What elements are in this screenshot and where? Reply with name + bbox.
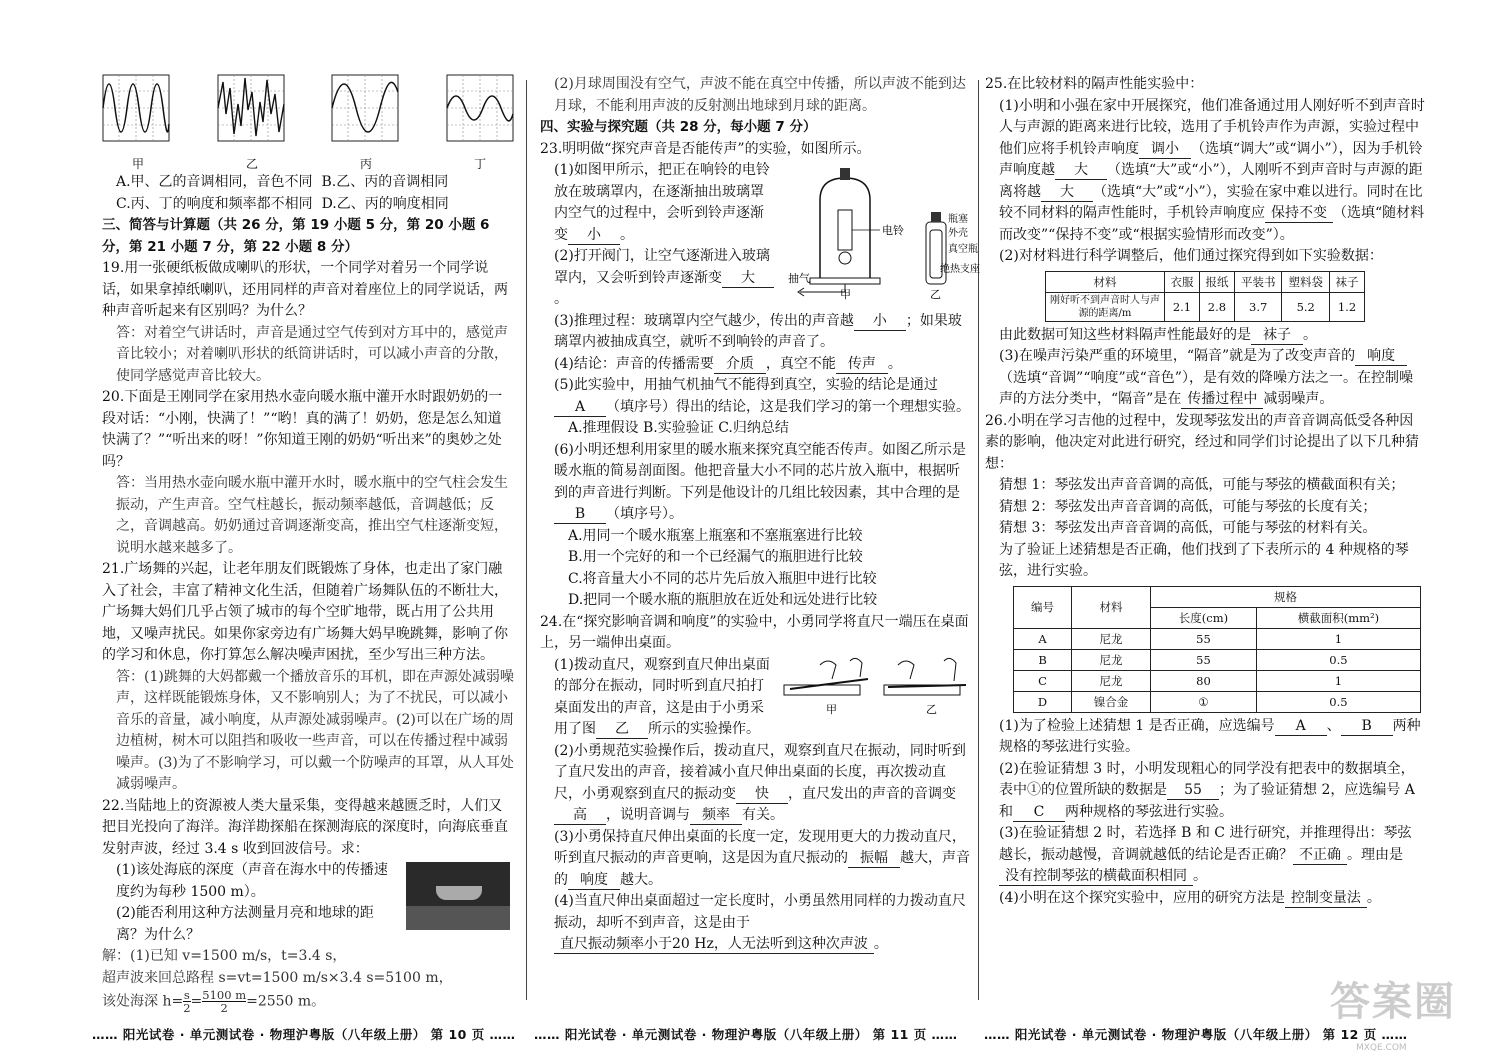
denominator: 2 (220, 1001, 228, 1015)
question-text: 有关。 (742, 807, 784, 823)
table-cell: 80 (1151, 670, 1257, 691)
solution-text: 该处海深 h= (102, 993, 184, 1010)
wave-label: 丙 (359, 157, 372, 171)
question-23-part-6 (540, 440, 970, 526)
table-row (1014, 691, 1421, 712)
question-text: (3)在噪声污染严重的环境里，“隔音”就是为了改变声音的 (999, 348, 1356, 364)
table-header: 平装书 (1234, 271, 1282, 292)
answer-blank: A (554, 398, 606, 417)
question-text: (6)小明还想利用家里的暖水瓶来探究真空能否传声。如图乙所示是暖水瓶的简易剖面图。他把音量大小不同的芯片放入瓶中，根据听到的声音进行判断。下列是他设计的几组比较因素，其中合理的是 (554, 441, 966, 501)
table-header: 规格 (1151, 586, 1421, 607)
numerator: s (183, 988, 190, 1002)
answer-blank: 大 (1041, 183, 1093, 202)
question-text: 减弱噪声。 (1263, 391, 1334, 407)
answer-blank: 小 (854, 312, 906, 331)
question-text: 。 (1193, 868, 1207, 884)
q23-6-option-d: D.把同一个暖水瓶的瓶胆放在近处和远处进行比较 (568, 592, 878, 608)
guess-3: 猜想 3：琴弦发出声音音调的高低，可能与琴弦的材料有关。 (999, 520, 1377, 536)
question-text: ，说明音调与 (606, 807, 690, 823)
question-23-part-1: (1)如图甲所示，把正在响铃的电铃放在玻璃罩内，在逐渐抽出玻璃罩内空气的过程中，会听到铃声逐渐变 小 。 (554, 162, 770, 243)
watermark-url: MXQE.COM (1356, 1043, 1407, 1053)
q23-6-option-a: A.用同一个暖水瓶塞上瓶塞和不塞瓶塞进行比较 (568, 527, 863, 544)
waveform-bing (331, 74, 399, 144)
table-row (1014, 670, 1421, 691)
answer-blank: 大 (722, 269, 774, 288)
question-23-5-options: A.推理假设 B.实验验证 C.归纳总结 (568, 420, 789, 436)
label-pump: 抽气 (788, 272, 810, 285)
table-cell: 尼龙 (1072, 649, 1151, 670)
question-23-part-2: (2)打开阀门，让空气逐渐进入玻璃罩内，又会听到铃声逐渐变 大。 (540, 246, 970, 311)
question-24-part-4 (540, 891, 970, 956)
table-cell: 1 (1256, 628, 1420, 649)
answer-20: 答：当用热水壶向暖水瓶中灌开水时，暖水瓶中的空气柱会发生振动，产生声音。空气柱越长，振动频率越低，音调越低；反之，音调越高。奶奶通过音调逐渐变高，推出空气柱逐渐变短，说明水越来越多了。 (116, 475, 508, 556)
guess-2: 猜想 2：琴弦发出声音音调的高低，可能与琴弦的长度有关； (999, 498, 1377, 515)
question-21: 21.广场舞的兴起，让老年朋友们既锻炼了身体，也走出了家门融入了社会，丰富了精神文化生活，但随着广场舞队伍的不断壮大，广场舞大妈们几乎占领了城市的每个空旷地带，既占用了公共用地，又噪声扰民。如果你家旁边有广场舞大妈早晚跳舞，影响了你的学习和休息，你打算怎么解决噪声困扰，至少写出三种方法。 (102, 561, 508, 663)
question-20: 20.下面是王刚同学在家用热水壶向暖水瓶中灌开水时跟奶奶的一段对话：“小刚，快满了！”“哟！真的满了！奶奶，您是怎么知道快满了？”“听出来的呀！”你知道王刚的奶奶“听出来”的奥妙之处吗？ (102, 389, 503, 470)
answer-22-part-2: (2)月球周围没有空气，声波不能在真空中传播，所以声波不能到达月球，不能利用声波的反射测出地球到月球的距离。 (554, 76, 966, 114)
table-cell: A (1014, 628, 1072, 649)
guess-1: 猜想 1：琴弦发出声音音调的高低，可能与琴弦的横截面积有关； (999, 477, 1405, 493)
question-text: ；为了验证猜想 2，应选编号 A 和 (999, 782, 1415, 820)
question-24-part-3 (540, 827, 970, 892)
answer-blank: 直尺振动频率小于20 Hz，人无法听到这种次声波 (554, 935, 874, 954)
question-25: 25.在比较材料的隔声性能实验中： (985, 76, 1204, 92)
answer-blank: 传播过程中 (1181, 390, 1263, 409)
label-shell: 外壳 (948, 228, 968, 239)
table-cell: 尼龙 (1072, 628, 1151, 649)
question-text: (1)拨动直尺，观察到直尺伸出桌面的部分在振动，同时听到直尺拍打桌面发出的声音，这是由于小勇采用了图 (554, 656, 770, 737)
q18-option-d: D.乙、丙的响度相同 (321, 195, 449, 212)
question-text: ，真空不能 (765, 355, 836, 372)
section-4-heading: 四、实验与探究题（共 28 分，每小题 7 分） (540, 119, 817, 135)
answer-blank: 介质 (714, 355, 766, 374)
material-table (1045, 271, 1365, 322)
question-23-part-5 (540, 375, 970, 418)
denominator: 2 (183, 1001, 191, 1015)
question-25-part-2: (2)对材料进行科学调整后，他们通过探究得到如下实验数据： (999, 248, 1383, 264)
question-26-part-3 (985, 823, 1425, 888)
question-26-part-2 (985, 759, 1425, 824)
question-text: 越大，声音的 (554, 850, 970, 888)
question-22-part-2: (2)能否利用这种方法测量月亮和地球的距离？为什么？ (116, 905, 374, 943)
answer-blank: B (554, 505, 606, 524)
question-text: （填序号）得出的结论，这是我们学习的第一个理想实验。 (606, 398, 970, 415)
answer-blank: 高 (554, 806, 606, 825)
table-cell: 尼龙 (1072, 670, 1151, 691)
question-text: 两种规格的琴弦进行实验。 (1065, 803, 1233, 820)
table-cell: ① (1151, 691, 1257, 712)
q18-option-b: B.乙、丙的音调相同 (321, 174, 449, 190)
question-26: 26.小明在学习吉他的过程中，发现琴弦发出的声音音调高低受各种因素的影响，他决定对此进行研究，经过和同学们讨论提出了以下几种猜想： (985, 412, 1419, 472)
q23-6-option-c: C.将音量大小不同的芯片先后放入瓶胆中进行比较 (568, 570, 877, 587)
answer-blank: 传声 (836, 355, 888, 374)
label-support: 绝热支座 (940, 264, 980, 275)
answer-blank: 快 (736, 785, 788, 804)
question-text: （选填“大”或“小”），实验在家中难以进行。同时在比较不同材料的隔声性能时，手机铃声响度应 (999, 183, 1423, 221)
wave-label: 丁 (473, 157, 486, 171)
question-25-part-2b: 由此数据可知这些材料隔声性能最好的是 袜子 。 (999, 326, 1317, 343)
table-header: 报纸 (1199, 271, 1234, 292)
question-text: (4)当直尺伸出桌面超过一定长度时，小勇虽然用同样的力拨动直尺振动，却听不到声音，这是由于 (554, 893, 966, 931)
answer-21: 答：(1)跳舞的大妈都戴一个播放音乐的耳机，即在声源处减弱噪声，这样既能锻炼身体，又不影响别人；为了不扰民，可以减小音乐的音量，减小响度，从声源处减弱噪声。(2)可以在广场的周边植树，树木可以阻挡和吸收一些声音，可以在传播过程中减弱噪声。(3)为了不影响学习，可以戴一个防噪声的耳罩，从人耳处减弱噪声。 (116, 668, 514, 792)
column-page-10 (102, 74, 514, 1014)
question-text: (3)推理过程：玻璃罩内空气越少，传出的声音越 (554, 312, 854, 329)
question-text: (1)如图甲所示，把正在响铃的电铃放在玻璃罩内，在逐渐抽出玻璃罩内空气的过程中，会听到铃声逐渐变 (554, 162, 770, 243)
answer-blank: C (1013, 803, 1065, 822)
separator: 、 (1326, 717, 1341, 734)
solution-22-line-1: 解：(1)已知 v=1500 m/s，t=3.4 s， (102, 948, 347, 964)
waveform-jia (102, 74, 170, 144)
table-row (1014, 649, 1421, 670)
solution-22-line-3 (102, 989, 514, 1014)
answer-blank: 控制变量法 (1285, 889, 1367, 908)
answer-blank: 响度 (1355, 347, 1407, 366)
question-text: （选填“音调”“响度”或“音色”），是有效的降噪方法之一。在控制噪声的方法分类中，“隔音”是在 (999, 369, 1413, 407)
table-cell: 3.7 (1234, 292, 1282, 321)
column-divider (526, 80, 527, 1000)
solution-22-line-2: 超声波来回总路程 s=vt=1500 m/s×3.4 s=5100 m， (102, 969, 453, 986)
section-3-heading: 三、简答与计算题（共 26 分，第 19 小题 5 分，第 20 小题 6 分，第 21 小题 7 分，第 22 小题 8 分） (102, 217, 490, 255)
question-text: (5)此实验中，用抽气机抽气不能得到真空，实验的结论是通过 (554, 377, 938, 393)
question-text: 。 (1366, 889, 1381, 906)
table-header: 材料 (1072, 586, 1151, 628)
question-25-part-3 (985, 346, 1425, 411)
question-23-part-3 (540, 311, 970, 354)
table-cell: C (1014, 670, 1072, 691)
question-text: ，直尺发出的声音的音调变 (788, 785, 956, 802)
fraction (202, 989, 246, 1014)
answer-blank: 保持不变 (1265, 204, 1333, 223)
label-jia: 甲 (840, 288, 851, 301)
table-cell: 55 (1151, 628, 1257, 649)
question-26-intro: 为了验证上述猜想是否正确，他们找到了下表所示的 4 种规格的琴弦，进行实验。 (999, 541, 1409, 579)
question-text: 由此数据可知这些材料隔声性能最好的是 (999, 326, 1251, 343)
question-19: 19.用一张硬纸板做成喇叭的形状，一个同学对着另一个同学说话，如果拿掉纸喇叭，还用同样的声音对着座位上的同学说话，两种声音听起来有区别吗？为什么？ (102, 260, 508, 319)
label-yi: 乙 (930, 288, 941, 301)
question-text: （选填“大”或“小”），人刚听不到声音时与声源的距离将越 (999, 162, 1423, 200)
answer-blank: 没有控制琴弦的横截面积相同 (999, 867, 1193, 886)
question-text: 越大。 (620, 871, 662, 888)
footer-page-11: …… 阳光试卷 · 单元测试卷 · 物理沪粤版（八年级上册） 第 11 页 …… (534, 1027, 958, 1042)
answer-blank: 响度 (568, 871, 620, 890)
column-page-12 (985, 74, 1425, 909)
question-text: (3)在验证猜想 2 时，若选择 B 和 C 进行研究，并推理得出：琴弦越长，振动越慢，音调就越低的结论是否正确？ (999, 825, 1412, 863)
answer-blank: 大 (1055, 161, 1107, 180)
answer-blank: 频率 (690, 806, 742, 825)
answer-blank: 乙 (596, 720, 648, 739)
table-header: 塑料袋 (1282, 271, 1330, 292)
waveform-figures (102, 74, 514, 152)
label-bell: 电铃 (882, 224, 904, 237)
waveform-ding (446, 74, 514, 144)
table-cell: 2.8 (1199, 292, 1234, 321)
label-vacuum: 真空瓶 (948, 244, 978, 255)
question-text: (3)小勇保持直尺伸出桌面的长度一定，发现用更大的力拨动直尺，听到直尺振动的声音更响，这是因为直尺振动的 (554, 828, 966, 866)
answer-blank: 不正确 (1293, 846, 1347, 865)
table-cell: 1 (1256, 670, 1420, 691)
numerator: 5100 m (202, 988, 247, 1002)
wave-label: 甲 (132, 157, 145, 171)
question-text: (4)结论：声音的传播需要 (554, 355, 714, 372)
table-row (1014, 628, 1421, 649)
question-text: （选填“随材料而改变”“保持不变”或“根据实验情形而改变”）。 (999, 205, 1425, 243)
table-row-label: 刚好听不到声音时人与声源的距离/m (1046, 292, 1165, 321)
table-cell: 2.1 (1165, 292, 1200, 321)
question-23-part-4: (4)结论：声音的传播需要 介质 ，真空不能 传声 。 (554, 355, 902, 372)
table-cell: 5.2 (1282, 292, 1330, 321)
question-text: (2)在验证猜想 3 时，小明发现粗心的同学没有把表中的数据填全，表中①的位置所缺的数据是 (999, 760, 1415, 798)
q18-option-a: A.甲、乙的音调相同，音色不同 (116, 174, 313, 190)
question-26-part-4 (985, 888, 1425, 910)
table-cell: 1.2 (1330, 292, 1365, 321)
ship-photo (406, 862, 510, 930)
question-text: (4)小明在这个探究实验中，应用的研究方法是 (999, 889, 1285, 906)
question-24: 24.在“探究影响音调和响度”的实验中，小勇同学将直尺一端压在桌面上，另一端伸出桌面。 (540, 613, 969, 651)
ruler-figure (780, 655, 970, 717)
table-cell: 55 (1151, 649, 1257, 670)
question-text: ；如果玻璃罩内被抽成真空，就听不到响铃的声音了。 (554, 312, 962, 350)
question-text: (2)小勇规范实验操作后，拨动直尺，观察到直尺在振动，同时听到了直尺发出的声音，接着减小直尺伸出桌面的长度，再次拨动直尺，小勇观察到直尺的振动变 (554, 742, 966, 802)
answer-19: 答：对着空气讲话时，声音是通过空气传到对方耳中的，感觉声音比较小；对着喇叭形状的纸筒讲话时，可以减小声音的分散，使同学感觉声音比较大。 (116, 324, 508, 384)
label-yi: 乙 (926, 702, 937, 716)
question-25-part-1 (985, 96, 1425, 247)
fraction (183, 989, 190, 1014)
table-header: 编号 (1014, 586, 1072, 628)
question-26-part-1 (985, 716, 1425, 759)
question-22-part-1: (1)该处海底的深度（声音在海水中的传播速度约为每秒 1500 m）。 (116, 862, 388, 900)
answer-blank: 袜子 (1251, 326, 1303, 345)
label-jia: 甲 (826, 702, 837, 716)
question-text: 。理由是 (1347, 846, 1403, 863)
table-header: 衣服 (1165, 271, 1200, 292)
question-23: 23.明明做“探究声音是否能传声”的实验，如图所示。 (540, 140, 871, 157)
question-text: (2)打开阀门，让空气逐渐进入玻璃罩内，又会听到铃声逐渐变 (554, 248, 770, 286)
table-header: 长度(cm) (1151, 607, 1257, 628)
column-divider (978, 80, 979, 1000)
table-header: 横截面积(mm²) (1256, 607, 1420, 628)
string-table (1013, 586, 1421, 713)
label-stopper: 瓶塞 (948, 214, 968, 225)
equals-sign: = (190, 993, 203, 1010)
question-text: （选填“调大”或“调小”），因为手机铃声响度越 (999, 140, 1423, 178)
solution-text: =2550 m。 (246, 993, 326, 1010)
table-cell: 0.5 (1256, 649, 1420, 670)
waveform-labels (102, 154, 514, 172)
watermark-logo: 答案圈 (1330, 979, 1456, 1025)
waveform-yi (217, 74, 285, 144)
answer-blank: 小 (568, 226, 620, 245)
question-text: (1)小明和小强在家中开展探究，他们准备通过用人刚好听不到声音时人与声源的距离来进行比较，选用了手机铃声作为声源，实验过程中他们应将手机铃声响度 (999, 97, 1425, 157)
answer-blank: 55 (1167, 781, 1219, 800)
bell-jar-figure (780, 160, 980, 301)
wave-label: 乙 (245, 157, 258, 171)
column-page-11 (540, 74, 980, 956)
question-text: (1)为了检验上述猜想 1 是否正确，应选编号 (999, 717, 1275, 734)
question-24-part-2 (540, 741, 970, 827)
table-header: 袜子 (1330, 271, 1365, 292)
table-cell: D (1014, 691, 1072, 712)
question-text: （填序号）。 (606, 506, 683, 522)
q18-option-c: C.丙、丁的响度和频率都不相同 (116, 195, 313, 212)
table-cell: 0.5 (1256, 691, 1420, 712)
q23-6-option-b: B.用一个完好的和一个已经漏气的瓶胆进行比较 (568, 549, 863, 565)
footer-page-10: …… 阳光试卷 · 单元测试卷 · 物理沪粤版（八年级上册） 第 10 页 …… (92, 1027, 516, 1042)
answer-blank: 振幅 (848, 849, 900, 868)
answer-blank: B (1341, 717, 1393, 736)
table-cell: 镍合金 (1072, 691, 1151, 712)
question-text: 所示的实验操作。 (648, 721, 760, 737)
table-cell: B (1014, 649, 1072, 670)
answer-blank: 调小 (1139, 140, 1191, 159)
footer-page-12: …… 阳光试卷 · 单元测试卷 · 物理沪粤版（八年级上册） 第 12 页 …… (984, 1027, 1408, 1042)
question-text: 两种规格的琴弦进行实验。 (999, 717, 1421, 755)
answer-blank: A (1275, 717, 1327, 736)
question-text: 。 (873, 936, 888, 952)
table-header: 材料 (1046, 271, 1165, 292)
question-22: 22.当陆地上的资源被人类大量采集，变得越来越匮乏时，人们又把目光投向了海洋。海洋勘探船在探测海底的深度时，向海底垂直发射声波，经过 3.4 s 收到回波信号。求： (102, 797, 508, 857)
